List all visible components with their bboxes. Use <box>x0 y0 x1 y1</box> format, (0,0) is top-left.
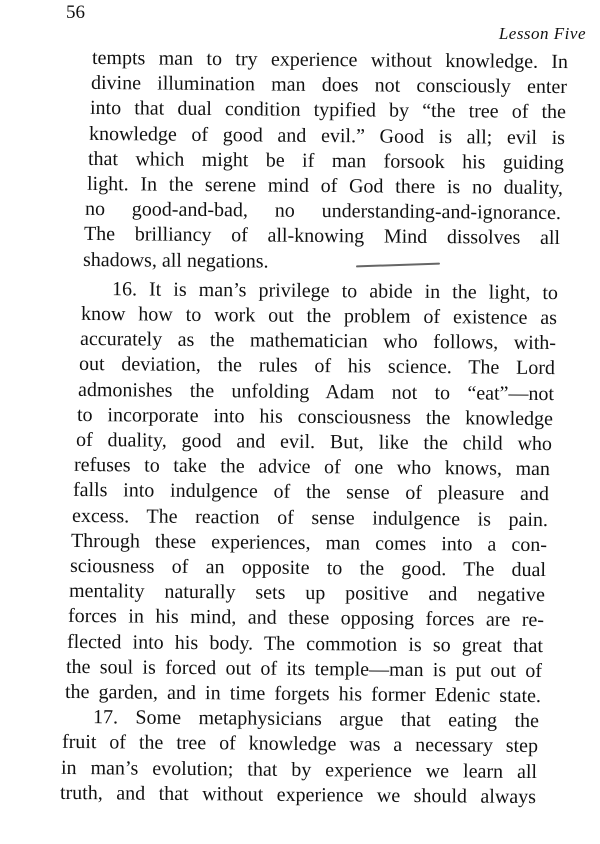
text-line: refuses to take the advice of one who knows, man <box>74 454 551 481</box>
text-line: divine illumination man does not consciously enter <box>90 72 567 99</box>
text-line: admonishes the unfolding Adam not to “eat”—not <box>77 378 554 405</box>
text-line: that which might be if man forsook his guiding <box>87 147 564 174</box>
text-line: no good-and-bad, no understanding-and-ignorance. <box>85 198 562 225</box>
text-line: sciousness of an opposite to the good. The dual <box>69 554 547 582</box>
text-line: Through these experiences, man comes into a con- <box>71 529 548 556</box>
text-line: 17. Some metaphysicians argue that eating the <box>93 706 540 733</box>
text-line: into that dual condition typified by “the tree of the <box>89 97 566 124</box>
text-line: accurately as the mathematician who follows, with- <box>79 328 556 355</box>
text-line: excess. The reaction of sense indulgence is pain. <box>72 504 549 531</box>
text-line: to incorporate into his consciousness the knowledge <box>76 403 553 430</box>
page-number: 56 <box>66 2 85 23</box>
text-line: flected into his body. The commotion is so great that <box>66 630 543 657</box>
text-line: The brilliancy of all-knowing Mind dissolves all <box>84 223 561 250</box>
text-line: 16. It is man’s privilege to abide in the light, to <box>112 277 559 304</box>
text-line: of duality, good and evil. But, like the child who <box>75 428 552 456</box>
text-line: in man’s evolution; that by experience we learn all <box>61 756 538 783</box>
text-line: truth, and that without experience we should always <box>60 781 537 808</box>
text-line: the garden, and in time forgets his former Edenic state. <box>64 680 541 708</box>
text-line: fruit of the tree of knowledge was a necessary step <box>62 731 539 758</box>
running-head: Lesson Five <box>498 24 586 43</box>
text-line: out deviation, the rules of his science. The Lord <box>78 353 555 380</box>
text-line: tempts man to try experience without knowledge. In <box>91 46 569 74</box>
text-line: light. In the serene mind of God there is no duality, <box>86 172 563 200</box>
text-line: falls into indulgence of the sense of pleasure and <box>73 479 550 506</box>
text-line: forces in his mind, and these opposing forces are re- <box>67 605 544 632</box>
text-line: shadows, all negations. <box>83 248 269 273</box>
text-line: mentality naturally sets up positive and negative <box>68 580 545 607</box>
text-line: know how to work out the problem of existence as <box>80 302 558 330</box>
text-line: the soul is forced out of its temple—man is put out of <box>65 655 542 682</box>
text-line: knowledge of good and evil.” Good is all; evil is <box>88 122 565 149</box>
